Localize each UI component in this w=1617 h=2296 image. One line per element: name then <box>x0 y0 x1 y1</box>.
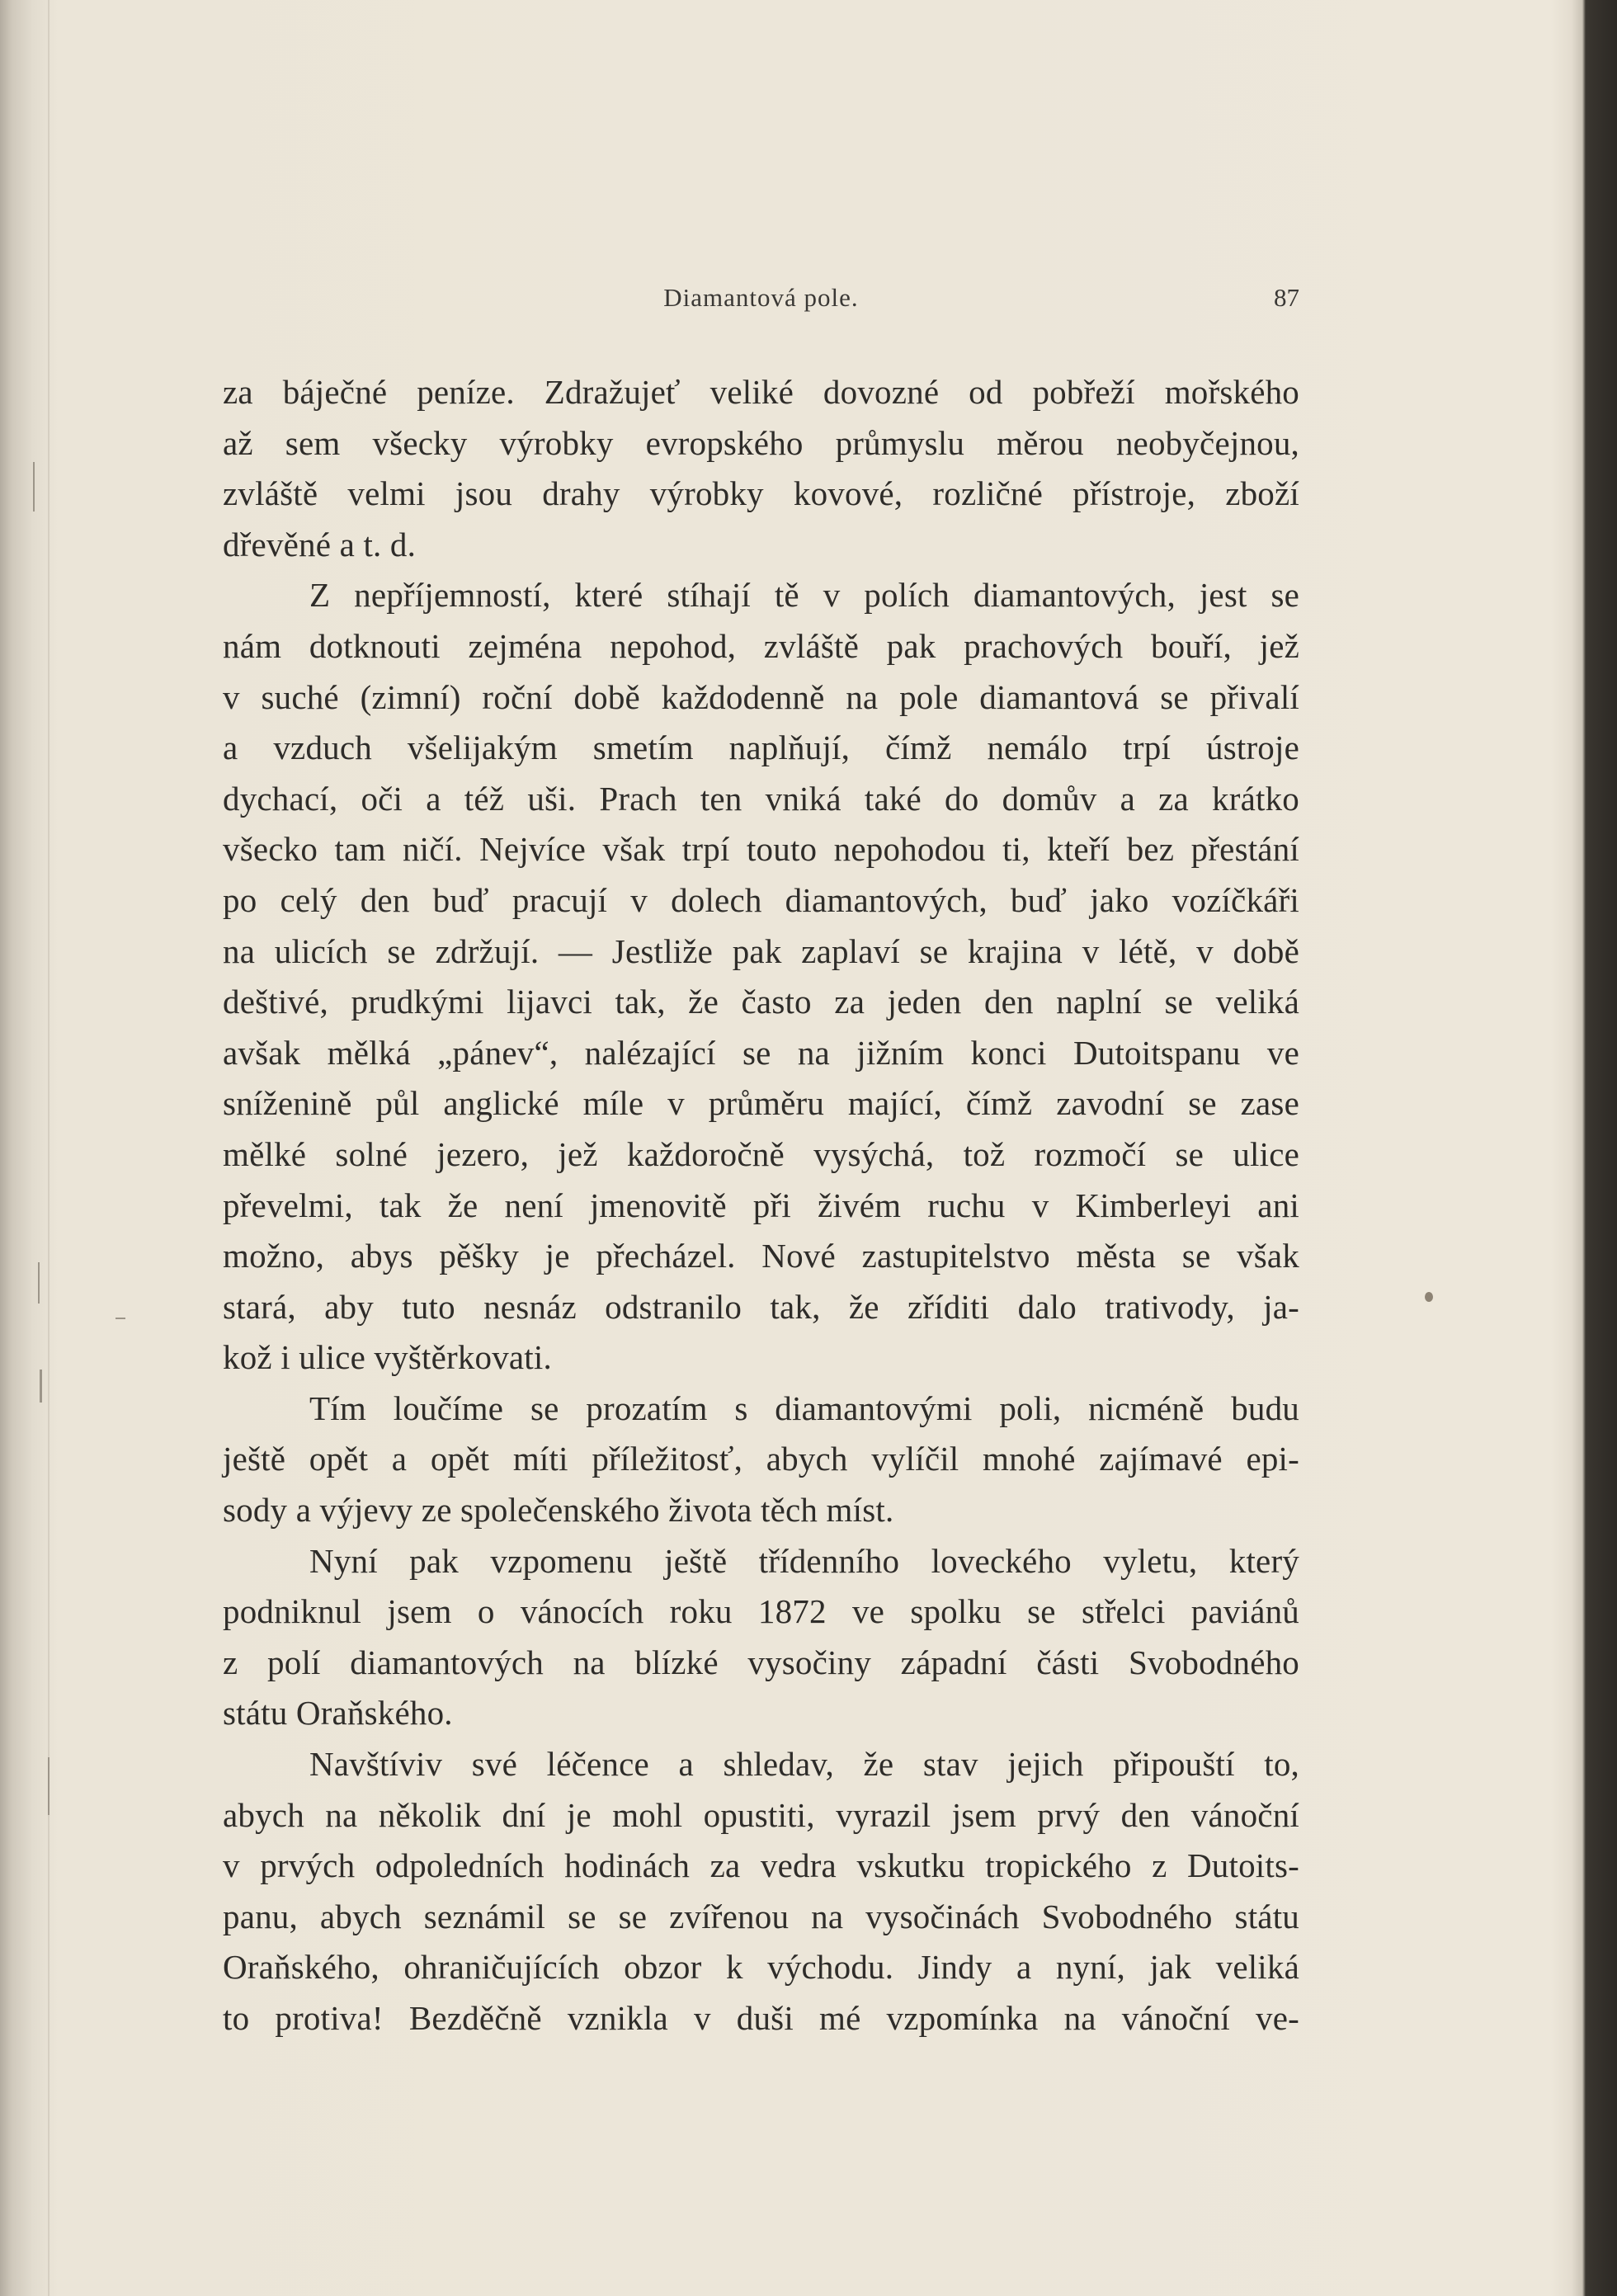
page-edge <box>48 0 50 2296</box>
text-line: nám dotknouti zejména nepohod, zvláště pak prachových bouří, jež <box>223 626 1299 665</box>
margin-mark <box>33 462 35 512</box>
text-line: po celý den buď pracují v dolech diamantových, buď jako vozíčkáři <box>223 880 1299 919</box>
ink-speck <box>1425 1292 1433 1302</box>
text-line: státu Oraňského. <box>223 1694 453 1733</box>
text-line: panu, abych seznámil se se zvířenou na vysočinách Svobodného státu <box>223 1897 1299 1935</box>
text-line: dychací, oči a též uši. Prach ten vniká také do domův a za krátko <box>223 779 1299 818</box>
text-line: v suché (zimní) roční době každodenně na pole diamantová se přivalí <box>223 677 1299 716</box>
text-line: dřevěné a t. d. <box>223 525 417 563</box>
text-line: převelmi, tak že není jmenovitě při živém ruchu v Kimberleyi ani <box>223 1186 1299 1224</box>
text-line: Tím loučíme se prozatím s diamantovými poli, nicméně budu <box>309 1388 1299 1427</box>
text-line: a vzduch všelijakým smetím naplňují, čímž nemálo trpí ústroje <box>223 728 1299 767</box>
text-line: Oraňského, ohraničujících obzor k východu. Jindy a nyní, jak veliká <box>223 1948 1299 1987</box>
text-line: abych na několik dní je mohl opustiti, vyrazil jsem prvý den vánoční <box>223 1795 1299 1834</box>
text-line: z polí diamantových na blízké vysočiny západní části Svobodného <box>223 1643 1299 1681</box>
text-line: avšak mělká „pánev“, nalézající se na jižním konci Dutoitspanu ve <box>223 1033 1299 1072</box>
text-line: ještě opět a opět míti příležitosť, abych vylíčil mnohé zajímavé epi- <box>223 1440 1299 1478</box>
page-number: 87 <box>1274 283 1299 312</box>
text-line: všecko tam ničí. Nejvíce však trpí touto nepohodou ti, kteří bez přestání <box>223 830 1299 869</box>
text-line: to protiva! Bezděčně vznikla v duši mé vzpomínka na vánoční ve- <box>223 1999 1299 2037</box>
body-text <box>223 367 1299 2044</box>
text-line: na ulicích se zdržují. — Jestliže pak zaplaví se krajina v létě, v době <box>223 931 1299 970</box>
text-line: kož i ulice vyštěrkovati. <box>223 1338 552 1377</box>
text-line: možno, abys pěšky je přecházel. Nové zastupitelstvo města se však <box>223 1237 1299 1275</box>
text-line: za báječné peníze. Zdražujeť veliké dovozné od pobřeží mořského <box>223 373 1299 411</box>
text-line: až sem všecky výrobky evropského průmyslu měrou neobyčejnou, <box>223 423 1299 462</box>
running-head <box>223 283 1299 318</box>
text-line: v prvých odpoledních hodinách za vedra vskutku tropického z Dutoits- <box>223 1846 1299 1885</box>
margin-mark <box>116 1318 125 1319</box>
text-line: Nyní pak vzpomenu ještě třídenního loveckého vyletu, který <box>309 1541 1299 1580</box>
text-line: mělké solné jezero, jež každoročně vysýchá, tož rozmočí se ulice <box>223 1134 1299 1173</box>
margin-mark <box>38 1262 40 1304</box>
text-line: stará, aby tuto nesnáz odstranilo tak, že zříditi dalo trativody, ja- <box>223 1287 1299 1326</box>
margin-mark <box>48 1757 50 1815</box>
text-line: zvláště velmi jsou drahy výrobky kovové, rozličné přístroje, zboží <box>223 474 1299 513</box>
text-line: sníženině půl anglické míle v průměru mající, čímž zavodní se zase <box>223 1084 1299 1123</box>
running-title: Diamantová pole. <box>663 283 859 312</box>
text-line: sody a výjevy ze společenského života těch míst. <box>223 1491 894 1530</box>
margin-mark <box>40 1370 42 1403</box>
text-line: deštivé, prudkými lijavci tak, že často za jeden den naplní se veliká <box>223 983 1299 1021</box>
text-line: Navštíviv své léčence a shledav, že stav jejich připouští to, <box>309 1745 1299 1784</box>
text-line: podniknul jsem o vánocích roku 1872 ve spolku se střelci paviánů <box>223 1592 1299 1631</box>
text-line: Z nepříjemností, které stíhají tě v polích diamantových, jest se <box>309 576 1299 615</box>
